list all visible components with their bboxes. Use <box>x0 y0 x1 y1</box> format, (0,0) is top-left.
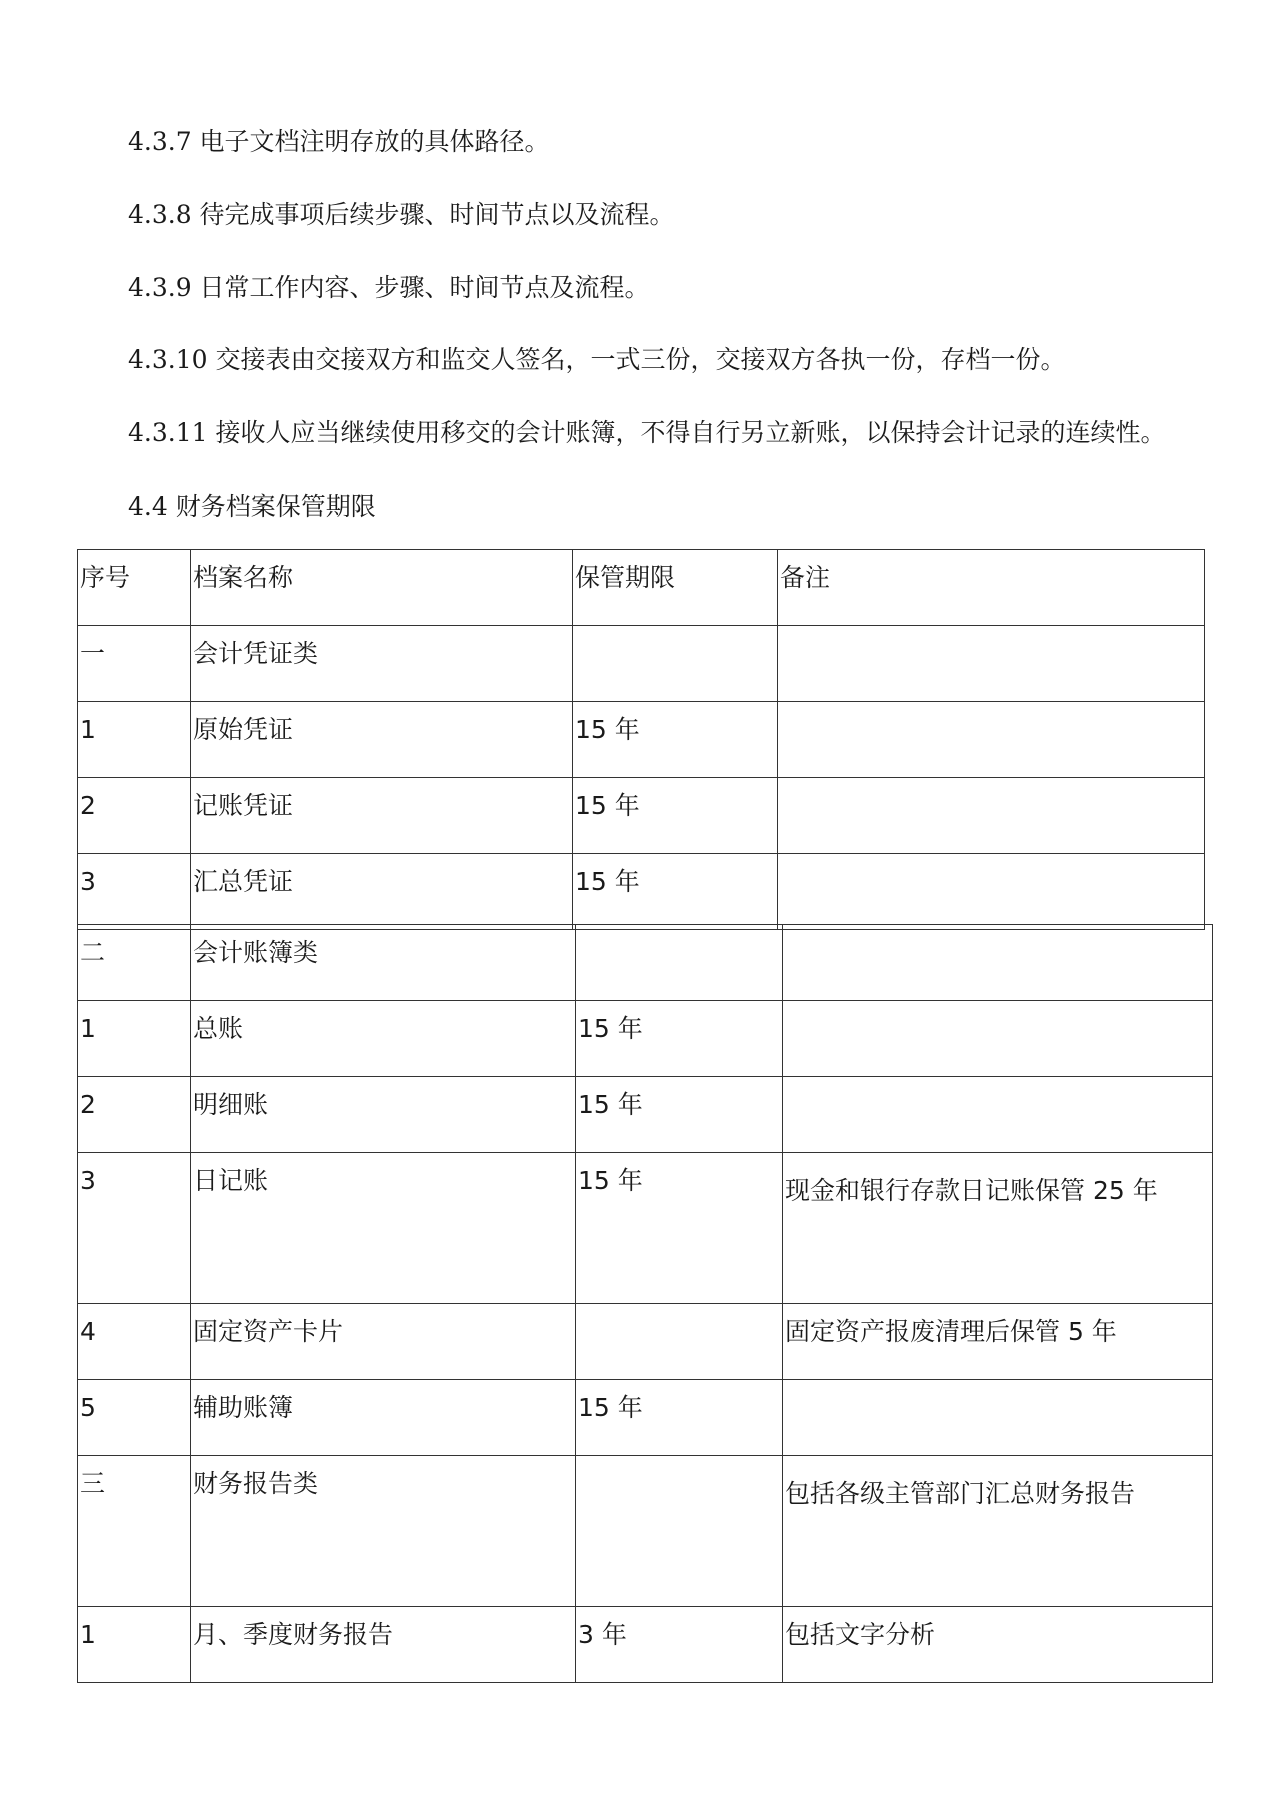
table-cell: 会计凭证类 <box>191 626 573 702</box>
table-cell <box>778 626 1205 702</box>
table-cell: 汇总凭证 <box>191 854 573 930</box>
table-cell: 3 <box>78 1153 191 1304</box>
header-cell: 备注 <box>778 550 1205 626</box>
paragraph-4-3-11: 4.3.11 接收人应当继续使用移交的会计账簿，不得自行另立新账，以保持会计记录的连续性。 <box>128 418 1166 447</box>
table-cell-note: 包括文字分析 <box>783 1607 1213 1683</box>
table-cell <box>576 1456 783 1607</box>
table-row <box>78 778 1205 854</box>
table-row <box>78 702 1205 778</box>
table-row <box>78 1153 1213 1304</box>
table-cell <box>576 925 783 1001</box>
table-cell: 5 <box>78 1380 191 1456</box>
table-cell <box>783 1380 1213 1456</box>
table-cell <box>778 778 1205 854</box>
header-cell: 序号 <box>78 550 191 626</box>
table-header-row <box>78 550 1205 626</box>
table-cell-note: 包括各级主管部门汇总财务报告 <box>783 1456 1213 1607</box>
table-cell: 15 年 <box>576 1077 783 1153</box>
table-cell: 1 <box>78 702 191 778</box>
table-cell: 4 <box>78 1304 191 1380</box>
table-cell: 二 <box>78 925 191 1001</box>
table-row <box>78 925 1213 1001</box>
table-cell: 15 年 <box>576 1001 783 1077</box>
header-cell: 保管期限 <box>573 550 778 626</box>
table-cell: 15 年 <box>573 778 778 854</box>
table-row <box>78 626 1205 702</box>
table-cell: 总账 <box>191 1001 576 1077</box>
table-row <box>78 1607 1213 1683</box>
table-cell: 一 <box>78 626 191 702</box>
table-row <box>78 1456 1213 1607</box>
table-cell-note: 现金和银行存款日记账保管 25 年 <box>783 1153 1213 1304</box>
paragraph-4-3-9: 4.3.9 日常工作内容、步骤、时间节点及流程。 <box>128 273 650 302</box>
table-cell: 15 年 <box>573 854 778 930</box>
table-cell: 月、季度财务报告 <box>191 1607 576 1683</box>
table-row <box>78 1380 1213 1456</box>
paragraph-4-3-8: 4.3.8 待完成事项后续步骤、时间节点以及流程。 <box>128 200 675 229</box>
table-row <box>78 854 1205 930</box>
table-cell: 2 <box>78 1077 191 1153</box>
table-cell <box>783 1077 1213 1153</box>
table-cell: 原始凭证 <box>191 702 573 778</box>
table-cell: 日记账 <box>191 1153 576 1304</box>
table-cell: 记账凭证 <box>191 778 573 854</box>
table-cell: 1 <box>78 1001 191 1077</box>
section-heading-4-4: 4.4 财务档案保管期限 <box>128 492 376 521</box>
retention-table-part2 <box>77 924 1213 1683</box>
table-cell <box>576 1304 783 1380</box>
table-cell <box>783 925 1213 1001</box>
table-cell: 1 <box>78 1607 191 1683</box>
header-cell: 档案名称 <box>191 550 573 626</box>
table-cell <box>778 854 1205 930</box>
table-cell: 辅助账簿 <box>191 1380 576 1456</box>
table-cell: 15 年 <box>576 1153 783 1304</box>
retention-table-part1 <box>77 549 1205 930</box>
table-cell <box>783 1001 1213 1077</box>
table-row <box>78 1304 1213 1380</box>
table-cell: 2 <box>78 778 191 854</box>
paragraph-4-3-10: 4.3.10 交接表由交接双方和监交人签名，一式三份，交接双方各执一份，存档一份。 <box>128 345 1066 374</box>
table-row <box>78 1077 1213 1153</box>
table-cell: 15 年 <box>573 702 778 778</box>
table-cell: 财务报告类 <box>191 1456 576 1607</box>
table-cell: 3 <box>78 854 191 930</box>
table-cell: 会计账簿类 <box>191 925 576 1001</box>
paragraph-4-3-7: 4.3.7 电子文档注明存放的具体路径。 <box>128 127 550 156</box>
table-cell: 15 年 <box>576 1380 783 1456</box>
table-cell: 3 年 <box>576 1607 783 1683</box>
table-row <box>78 1001 1213 1077</box>
table-cell: 明细账 <box>191 1077 576 1153</box>
table-cell-note: 固定资产报废清理后保管 5 年 <box>783 1304 1213 1380</box>
table-cell: 三 <box>78 1456 191 1607</box>
table-cell <box>778 702 1205 778</box>
table-cell: 固定资产卡片 <box>191 1304 576 1380</box>
table-cell <box>573 626 778 702</box>
